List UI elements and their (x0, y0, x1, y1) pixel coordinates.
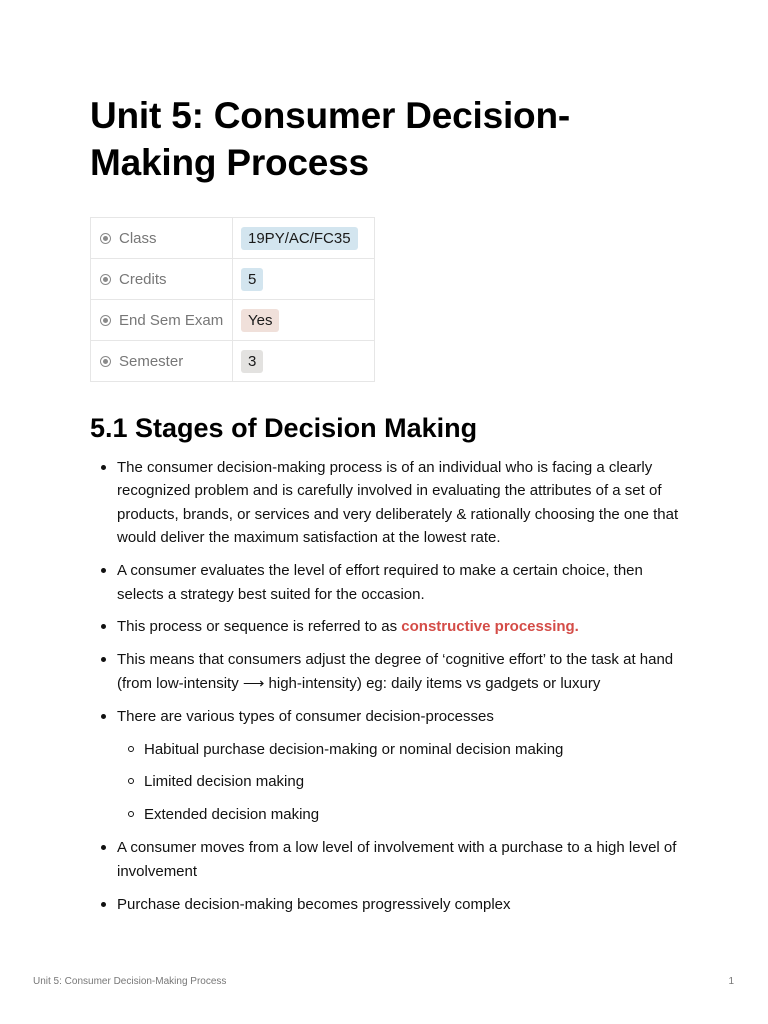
select-property-icon (100, 274, 111, 285)
highlighted-term: constructive processing. (401, 618, 579, 636)
property-value-tag: 19PY/AC/FC35 (241, 227, 358, 250)
sub-bullet-item: Habitual purchase decision-making or nominal decision making (144, 738, 683, 761)
sub-bullet-item: Extended decision making (144, 803, 683, 826)
property-name-cell (91, 259, 233, 300)
page-title: Unit 5: Consumer Decision-Making Process (90, 95, 570, 183)
property-value-cell (233, 259, 375, 300)
bullet-item: This means that consumers adjust the degree of ‘cognitive effort’ to the task at hand (from low-intensity ⟶ high-intensity) eg: daily items vs gadgets or luxury (117, 648, 683, 695)
footer-title: Unit 5: Consumer Decision-Making Process (33, 976, 227, 987)
property-row-credits (91, 259, 375, 300)
select-property-icon (100, 315, 111, 326)
property-name-cell (91, 300, 233, 341)
property-name: Class (119, 229, 157, 247)
bullet-list (117, 456, 683, 926)
sub-bullet-item: Limited decision making (144, 770, 683, 793)
property-value-cell (233, 218, 375, 259)
bullet-item: The consumer decision-making process is of an individual who is facing a clearly recognized problem and is carefully involved in evaluating the attributes of a set of products, brands, or services and very deliberately & rationally choosing the one that would deliver the maximum satisfaction at the lowest rate. (117, 456, 683, 550)
bullet-item (117, 615, 683, 638)
bullet-text: This process or sequence is referred to as (117, 618, 402, 636)
select-property-icon (100, 233, 111, 244)
property-value-cell (233, 300, 375, 341)
bullet-item: A consumer moves from a low level of involvement with a purchase to a high level of involvement (117, 836, 683, 883)
property-name: End Sem Exam (119, 311, 224, 329)
property-name: Credits (119, 270, 167, 288)
property-value-cell (233, 341, 375, 382)
bullet-item (117, 705, 683, 827)
page-number: 1 (728, 976, 734, 987)
property-value-tag: Yes (241, 309, 279, 332)
sub-bullet-list (144, 738, 683, 827)
bullet-item: A consumer evaluates the level of effort required to make a certain choice, then selects a strategy best suited for the occasion. (117, 559, 683, 606)
property-row-end-sem-exam (91, 300, 375, 341)
property-row-semester (91, 341, 375, 382)
property-name-cell (91, 218, 233, 259)
property-name-cell (91, 341, 233, 382)
properties-table (90, 217, 375, 382)
property-name: Semester (119, 352, 184, 370)
property-value-tag: 5 (241, 268, 263, 291)
property-value-tag: 3 (241, 350, 263, 373)
bullet-item: Purchase decision-making becomes progressively complex (117, 893, 683, 916)
select-property-icon (100, 356, 111, 367)
property-row-class (91, 218, 375, 259)
section-heading: 5.1 Stages of Decision Making (90, 413, 478, 443)
bullet-text: There are various types of consumer decision-processes (117, 707, 494, 725)
